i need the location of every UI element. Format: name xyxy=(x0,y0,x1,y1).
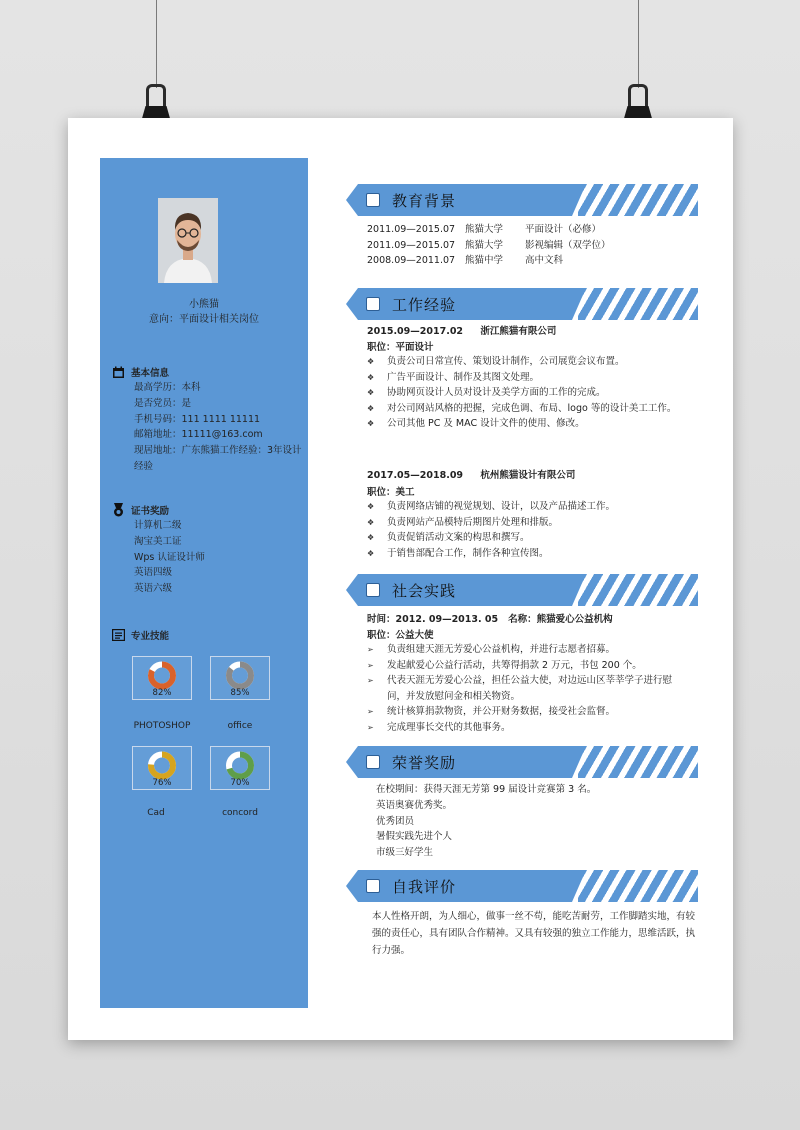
education-table xyxy=(367,222,611,269)
job-header xyxy=(367,467,575,481)
job-company: 杭州熊猫设计有限公司 xyxy=(480,470,576,481)
arrow-bullet-icon: ➢ xyxy=(367,660,374,670)
diamond-bullet-icon: ❖ xyxy=(367,357,375,366)
diamond-bullet-icon: ❖ xyxy=(367,533,375,542)
self-eval-title: 自我评价 xyxy=(392,878,457,896)
job-position: 职位：美工 xyxy=(367,487,415,498)
skill-donut-chart xyxy=(143,661,181,691)
basic-info-list xyxy=(134,380,302,475)
certificate-item: 计算机二级 xyxy=(134,520,182,531)
education-major: 平面设计（必修） xyxy=(525,224,602,235)
book-icon xyxy=(366,193,380,207)
diamond-bullet-icon: ❖ xyxy=(367,419,375,428)
list-item: ❖ 于销售部配合工作，制作各种宣传图。 xyxy=(367,546,683,562)
education-period: 2011.09—2015.07 xyxy=(367,224,456,235)
skill-percent: 76% xyxy=(152,778,172,788)
diamond-bullet-icon: ❖ xyxy=(367,517,375,527)
honors-list xyxy=(376,782,696,861)
certificate-item: 英语四级 xyxy=(134,567,173,579)
education-period: 2008.09—2011.07 xyxy=(367,255,456,266)
certificate-item: Wps 认证设计师 xyxy=(134,551,205,563)
list-item: ❖ 对公司网站风格的把握，完成色调、布局、logo 等的设计美工工作。 xyxy=(367,401,683,417)
job-duty-list xyxy=(367,499,683,561)
list-item: ❖ 负责网站产品模特后期图片处理和排版。 xyxy=(367,515,683,531)
list-icon xyxy=(112,629,125,641)
sidebar xyxy=(100,158,308,1008)
medal-icon xyxy=(112,503,125,517)
user-card-icon xyxy=(366,879,380,893)
skill-donut-chart xyxy=(143,751,181,781)
job-position: 职位：平面设计 xyxy=(367,342,434,353)
list-item: ❖ 负责公司日常宣传、策划设计制作，公司展览会议布置。 xyxy=(367,354,683,370)
briefcase-icon xyxy=(366,297,380,311)
social-time-line: 时间：2012. 09—2013. 05 名称：熊猫爱心公益机构 xyxy=(367,614,613,625)
profile-name: 小熊猫 xyxy=(189,299,219,310)
honor-item: 英语奥赛优秀奖。 xyxy=(376,799,453,811)
resume-paper xyxy=(68,118,733,1040)
skill-name: office xyxy=(227,721,253,731)
profile-intent: 意向：平面设计相关岗位 xyxy=(149,314,259,325)
honors-title: 荣誉奖励 xyxy=(392,754,457,772)
education-title: 教育背景 xyxy=(392,192,457,210)
skill-card-concord xyxy=(210,746,270,790)
education-school: 熊猫中学 xyxy=(465,255,504,266)
job-header xyxy=(367,323,556,337)
education-period: 2011.09—2015.07 xyxy=(367,239,456,251)
lightbulb-icon xyxy=(366,755,380,769)
basic-info-line: 手机号码：111 1111 11111 xyxy=(134,413,261,425)
arrow-bullet-icon: ➢ xyxy=(367,676,374,685)
list-item: ➢ 完成理事长交代的其他事务。 xyxy=(367,720,683,736)
job-duty-list xyxy=(367,354,683,432)
basic-info-line: 邮箱地址：11111@163.com xyxy=(134,429,263,441)
honors-header xyxy=(346,746,698,778)
skill-percent: 82% xyxy=(152,688,172,698)
diamond-bullet-icon: ❖ xyxy=(367,548,375,558)
self-eval-header xyxy=(346,870,698,902)
arrow-bullet-icon: ➢ xyxy=(367,707,374,716)
list-item: ➢ 发起献爱心公益行活动，共筹得捐款 2 万元，书包 200 个。 xyxy=(367,658,683,674)
basic-info-line: 是否党员：是 xyxy=(134,397,192,409)
diamond-bullet-icon: ❖ xyxy=(367,388,375,397)
list-item: ➢ 负责组建天涯无芳爱心公益机构，并进行志愿者招募。 xyxy=(367,642,683,658)
skill-card-office xyxy=(210,656,270,700)
profile-photo xyxy=(158,198,218,283)
arrow-bullet-icon: ➢ xyxy=(367,722,374,732)
list-item: ➢ 统计核算捐款物资，并公开财务数据，接受社会监督。 xyxy=(367,704,683,720)
education-school: 熊猫大学 xyxy=(465,239,504,251)
calendar-icon xyxy=(112,366,125,379)
hanging-wire-right xyxy=(638,0,639,88)
certificates-list xyxy=(134,518,302,597)
skill-name: concord xyxy=(222,808,258,818)
self-eval-text: 本人性格开朗，为人细心，做事一丝不苟，能吃苦耐劳，工作脚踏实地，有较强的责任心，具有团队合作精神。又具有较强的独立工作能力，思维活跃，执行力强。 xyxy=(372,911,696,956)
skill-donut-chart xyxy=(221,751,259,781)
list-item: ❖ 负责促销活动文案的构思和撰写。 xyxy=(367,530,683,546)
honor-item: 在校期间：获得天涯无芳第 99 届设计竞赛第 3 名。 xyxy=(376,784,597,795)
work-header xyxy=(346,288,698,320)
social-position: 职位：公益大使 xyxy=(367,630,434,641)
skills-title: 专业技能 xyxy=(131,631,170,642)
honor-item: 优秀团员 xyxy=(376,815,415,827)
document-icon xyxy=(366,583,380,597)
diamond-bullet-icon: ❖ xyxy=(367,372,375,382)
skill-name: PHOTOSHOP xyxy=(133,721,191,731)
certificate-item: 淘宝美工证 xyxy=(134,535,182,547)
education-header xyxy=(346,184,698,216)
arrow-bullet-icon: ➢ xyxy=(367,645,374,654)
social-list xyxy=(367,642,683,735)
education-major: 影视编辑（双学位） xyxy=(525,239,611,251)
skill-percent: 85% xyxy=(230,688,250,698)
certificate-item: 英语六级 xyxy=(134,583,173,595)
list-item: ➢ 代表天涯无芳爱心公益，担任公益大使，对边远山区莘莘学子进行慰问，并发放慰问金和相关物资。 xyxy=(367,673,683,704)
diamond-bullet-icon: ❖ xyxy=(367,502,375,511)
job-period: 2017.05—2018.09 xyxy=(367,470,464,481)
certificates-title: 证书奖励 xyxy=(131,506,170,517)
education-row xyxy=(367,253,611,269)
job-period: 2015.09—2017.02 xyxy=(367,326,464,337)
work-title: 工作经验 xyxy=(392,296,457,314)
basic-info-title: 基本信息 xyxy=(131,368,170,379)
social-header xyxy=(346,574,698,606)
basic-info-heading xyxy=(112,365,169,379)
skill-card-photoshop xyxy=(132,656,192,700)
basic-info-line: 最高学历：本科 xyxy=(134,382,201,393)
honor-item: 市级三好学生 xyxy=(376,847,434,859)
list-item: ❖ 广告平面设计、制作及其图文处理。 xyxy=(367,370,683,386)
education-major: 高中文科 xyxy=(525,255,564,266)
honor-item: 暑假实践先进个人 xyxy=(376,831,453,843)
education-row xyxy=(367,238,611,254)
social-title: 社会实践 xyxy=(392,582,457,600)
skill-donut-chart xyxy=(221,661,259,691)
basic-info-line: 现居地址：广东熊猫工作经验：3年设计经验 xyxy=(134,445,302,472)
job-company: 浙江熊猫有限公司 xyxy=(480,326,557,337)
education-row xyxy=(367,222,611,238)
education-school: 熊猫大学 xyxy=(465,224,504,235)
list-item: ❖ 公司其他 PC 及 MAC 设计文件的使用、修改。 xyxy=(367,416,683,432)
certificates-heading xyxy=(112,503,169,517)
skill-card-cad xyxy=(132,746,192,790)
skill-percent: 70% xyxy=(230,778,250,788)
diamond-bullet-icon: ❖ xyxy=(367,403,375,413)
list-item: ❖ 负责网络店铺的视觉规划、设计，以及产品描述工作。 xyxy=(367,499,683,515)
skills-heading xyxy=(112,628,169,642)
list-item: ❖ 协助网页设计人员对设计及美学方面的工作的完成。 xyxy=(367,385,683,401)
hanging-wire-left xyxy=(156,0,157,88)
skill-name: Cad xyxy=(147,808,165,818)
